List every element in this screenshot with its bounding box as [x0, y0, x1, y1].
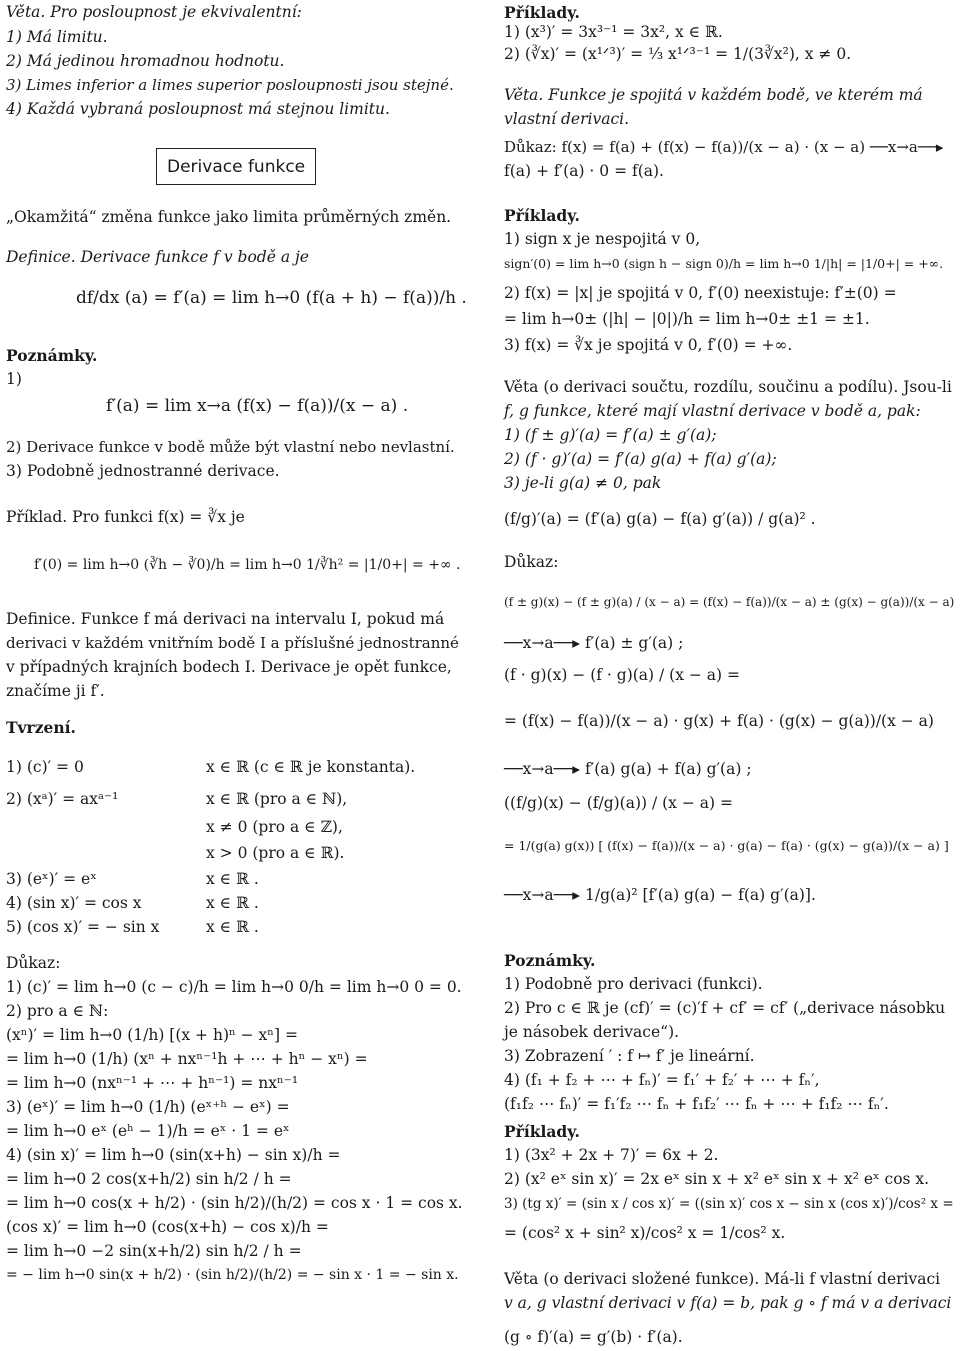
left-lines-line: 3) (eˣ)′ = eˣ	[6, 870, 97, 888]
condition-text: x ∈ ℝ .	[206, 870, 259, 888]
left-lines-line: 2) (xᵃ)′ = axᵃ⁻¹	[6, 790, 119, 808]
right-lines-line: ──x→a──▸ f′(a) g(a) + f(a) g′(a) ;	[504, 760, 752, 778]
right-lines-line: 2) (∛x)′ = (x¹ᐟ³)′ = ⅓ x¹ᐟ³⁻¹ = 1/(3∛x²), x ≠ 0.	[504, 45, 852, 63]
condition-text: x > 0 (pro a ∈ ℝ).	[206, 844, 345, 862]
right-lines-line: 1) (x³)′ = 3x³⁻¹ = 3x², x ∈ ℝ.	[504, 23, 723, 41]
condition-text: x ∈ ℝ .	[206, 918, 259, 936]
right-lines-line: 2) Pro c ∈ ℝ je (cf)′ = (c)′f + cf′ = cf′ („derivace násobku	[504, 999, 946, 1017]
condition-text: x ≠ 0 (pro a ∈ ℤ),	[206, 818, 343, 836]
left-lines-line: 4) (sin x)′ = lim h→0 (sin(x+h) − sin x)/h =	[6, 1146, 341, 1164]
left-lines-line: 3) (eˣ)′ = lim h→0 (1/h) (eˣ⁺ʰ − eˣ) =	[6, 1098, 290, 1116]
left-lines-line: značíme ji f′.	[6, 682, 105, 700]
right-lines-line: (f/g)′(a) = (f′(a) g(a) − f(a) g′(a)) / g(a)² .	[504, 510, 816, 528]
condition-text: x ∈ ℝ (c ∈ ℝ je konstanta).	[206, 758, 416, 776]
definition-formula: df/dx (a) = f′(a) = lim h→0 (f(a + h) − f(a))/h .	[76, 288, 467, 308]
right-lines-line: Příklady.	[504, 206, 580, 225]
section-title-box: Derivace funkce	[156, 148, 316, 185]
example-formula: f′(0) = lim h→0 (∛h − ∛0)/h = lim h→0 1/∛h² = |1/0+| = +∞ .	[34, 557, 461, 573]
right-lines-line: = lim h→0± (|h| − |0|)/h = lim h→0± ±1 = ±1.	[504, 310, 870, 328]
condition-text: x ∈ ℝ (pro a ∈ ℕ),	[206, 790, 348, 808]
note1-formula: f′(a) = lim x→a (f(x) − f(a))/(x − a) .	[106, 396, 409, 416]
left-lines-line: 1)	[6, 370, 22, 388]
left-lines-line: = lim h→0 2 cos(x+h/2) sin h/2 / h =	[6, 1170, 292, 1188]
right-lines-line: 1) (3x² + 2x + 7)′ = 6x + 2.	[504, 1146, 719, 1164]
right-lines-line: ((f/g)(x) − (f/g)(a)) / (x − a) =	[504, 794, 733, 812]
right-lines-line: Důkaz: f(x) = f(a) + (f(x) − f(a))/(x − a) · (x − a) ──x→a──▸	[504, 138, 944, 156]
right-lines-line: Věta (o derivaci složené funkce). Má-li f vlastní derivaci	[504, 1270, 941, 1288]
left-lines-line: = lim h→0 cos(x + h/2) · (sin h/2)/(h/2) = cos x · 1 = cos x.	[6, 1194, 463, 1212]
left-lines-line: (xⁿ)′ = lim h→0 (1/h) [(x + h)ⁿ − xⁿ] =	[6, 1026, 298, 1044]
left-lines-line: Definice. Funkce f má derivaci na intervalu I, pokud má	[6, 610, 445, 628]
left-lines-line: Důkaz:	[6, 954, 61, 972]
left-lines-line: = − lim h→0 sin(x + h/2) · (sin h/2)/(h/2) = − sin x · 1 = − sin x.	[6, 1267, 459, 1283]
left-lines-line: 4) Každá vybraná posloupnost má stejnou limitu.	[6, 100, 390, 118]
left-lines-line: 1) (c)′ = lim h→0 (c − c)/h = lim h→0 0/h = lim h→0 0 = 0.	[6, 978, 462, 996]
right-lines-line: sign′(0) = lim h→0 (sign h − sign 0)/h = lim h→0 1/|h| = |1/0+| = +∞.	[504, 256, 944, 271]
right-lines-line: = 1/(g(a) g(x)) [ (f(x) − f(a))/(x − a) · g(a) − f(a) · (g(x) − g(a))/(x − a) ]	[504, 838, 949, 853]
left-lines-line: 1) (c)′ = 0	[6, 758, 84, 776]
right-lines-line: 2) (x² eˣ sin x)′ = 2x eˣ sin x + x² eˣ sin x + x² eˣ cos x.	[504, 1170, 930, 1188]
left-lines-line: v případných krajních bodech I. Derivace je opět funkce,	[6, 658, 452, 676]
left-lines-line: = lim h→0 (nxⁿ⁻¹ + ⋯ + hⁿ⁻¹) = nxⁿ⁻¹	[6, 1074, 299, 1092]
right-lines-line: f, g funkce, které mají vlastní derivace v bodě a, pak:	[504, 402, 921, 420]
left-lines-line: 1) Má limitu.	[6, 28, 108, 46]
left-lines-line: Tvrzení.	[6, 718, 76, 737]
right-lines-line: Příklady.	[504, 3, 580, 22]
right-lines-line: = (cos² x + sin² x)/cos² x = 1/cos² x.	[504, 1224, 786, 1242]
right-lines-line: 3) Zobrazení ′ : f ↦ f′ je lineární.	[504, 1047, 755, 1065]
right-lines-line: 3) je-li g(a) ≠ 0, pak	[504, 474, 662, 492]
right-lines-line: f(a) + f′(a) · 0 = f(a).	[504, 162, 664, 180]
left-lines-line: = lim h→0 (1/h) (xⁿ + nxⁿ⁻¹h + ⋯ + hⁿ − xⁿ) =	[6, 1050, 368, 1068]
left-lines-line: 3) Podobně jednostranné derivace.	[6, 462, 280, 480]
right-lines-line: v a, g vlastní derivaci v f(a) = b, pak g ∘ f má v a derivaci	[504, 1294, 952, 1312]
left-lines-line: = lim h→0 eˣ (eʰ − 1)/h = eˣ · 1 = eˣ	[6, 1122, 290, 1140]
left-lines-line: 5) (cos x)′ = − sin x	[6, 918, 160, 936]
left-lines-line: 3) Limes inferior a limes superior posloupnosti jsou stejné.	[6, 76, 454, 94]
left-lines-line: 2) pro a ∈ ℕ:	[6, 1002, 109, 1020]
right-lines-line: Věta (o derivaci součtu, rozdílu, součinu a podílu). Jsou-li	[504, 378, 952, 396]
left-lines-line: „Okamžitá“ změna funkce jako limita průměrných změn.	[6, 208, 452, 226]
right-lines-line: Věta. Funkce je spojitá v každém bodě, ve kterém má	[504, 86, 923, 104]
right-lines-line: 2) (f · g)′(a) = f′(a) g(a) + f(a) g′(a);	[504, 450, 777, 468]
right-lines-line: je násobek derivace“).	[504, 1023, 680, 1041]
right-lines-line: (f₁f₂ ⋯ fₙ)′ = f₁′f₂ ⋯ fₙ + f₁f₂′ ⋯ fₙ + ⋯ + f₁f₂ ⋯ fₙ′.	[504, 1095, 889, 1113]
right-lines-line: (f ± g)(x) − (f ± g)(a) / (x − a) = (f(x) − f(a))/(x − a) ± (g(x) − g(a))/(x − a)	[504, 595, 955, 609]
right-lines-line: (f · g)(x) − (f · g)(a) / (x − a) =	[504, 666, 740, 684]
left-lines-line: Poznámky.	[6, 346, 98, 365]
left-lines-line: 2) Má jedinou hromadnou hodnotu.	[6, 52, 285, 70]
right-lines-line: 1) (f ± g)′(a) = f′(a) ± g′(a);	[504, 426, 717, 444]
right-lines-line: 3) (tg x)′ = (sin x / cos x)′ = ((sin x)′ cos x − sin x (cos x)′)/cos² x =	[504, 1196, 954, 1212]
left-lines-line: Věta. Pro posloupnost je ekvivalentní:	[6, 3, 302, 21]
left-lines-line: Příklad. Pro funkci f(x) = ∛x je	[6, 508, 245, 526]
left-lines-line: Definice. Derivace funkce f v bodě a je	[6, 248, 309, 266]
right-lines-line: 4) (f₁ + f₂ + ⋯ + fₙ)′ = f₁′ + f₂′ + ⋯ + fₙ′,	[504, 1071, 820, 1089]
right-lines-line: ──x→a──▸ 1/g(a)² [f′(a) g(a) − f(a) g′(a)].	[504, 886, 816, 904]
right-lines-line: ──x→a──▸ f′(a) ± g′(a) ;	[504, 634, 684, 652]
right-lines-line: 1) Podobně pro derivaci (funkci).	[504, 975, 763, 993]
right-lines-line: = (f(x) − f(a))/(x − a) · g(x) + f(a) · (g(x) − g(a))/(x − a)	[504, 712, 934, 730]
right-lines-line: Poznámky.	[504, 951, 596, 970]
left-lines-line: (cos x)′ = lim h→0 (cos(x+h) − cos x)/h =	[6, 1218, 329, 1236]
right-lines-line: Příklady.	[504, 1122, 580, 1141]
right-lines-line: vlastní derivaci.	[504, 110, 630, 128]
left-lines-line: derivaci v každém vnitřním bodě I a příslušné jednostranné	[6, 634, 459, 652]
condition-text: x ∈ ℝ .	[206, 894, 259, 912]
left-lines-line: 4) (sin x)′ = cos x	[6, 894, 142, 912]
left-lines-line: = lim h→0 −2 sin(x+h/2) sin h/2 / h =	[6, 1242, 302, 1260]
right-lines-line: 1) sign x je nespojitá v 0,	[504, 230, 701, 248]
right-lines-line: Důkaz:	[504, 553, 559, 571]
left-lines-line: 2) Derivace funkce v bodě může být vlastní nebo nevlastní.	[6, 438, 455, 456]
right-lines-line: 3) f(x) = ∛x je spojitá v 0, f′(0) = +∞.	[504, 336, 793, 354]
right-lines-line: 2) f(x) = |x| je spojitá v 0, f′(0) neexistuje: f′±(0) =	[504, 284, 897, 302]
right-lines-line: (g ∘ f)′(a) = g′(b) · f′(a).	[504, 1328, 683, 1346]
